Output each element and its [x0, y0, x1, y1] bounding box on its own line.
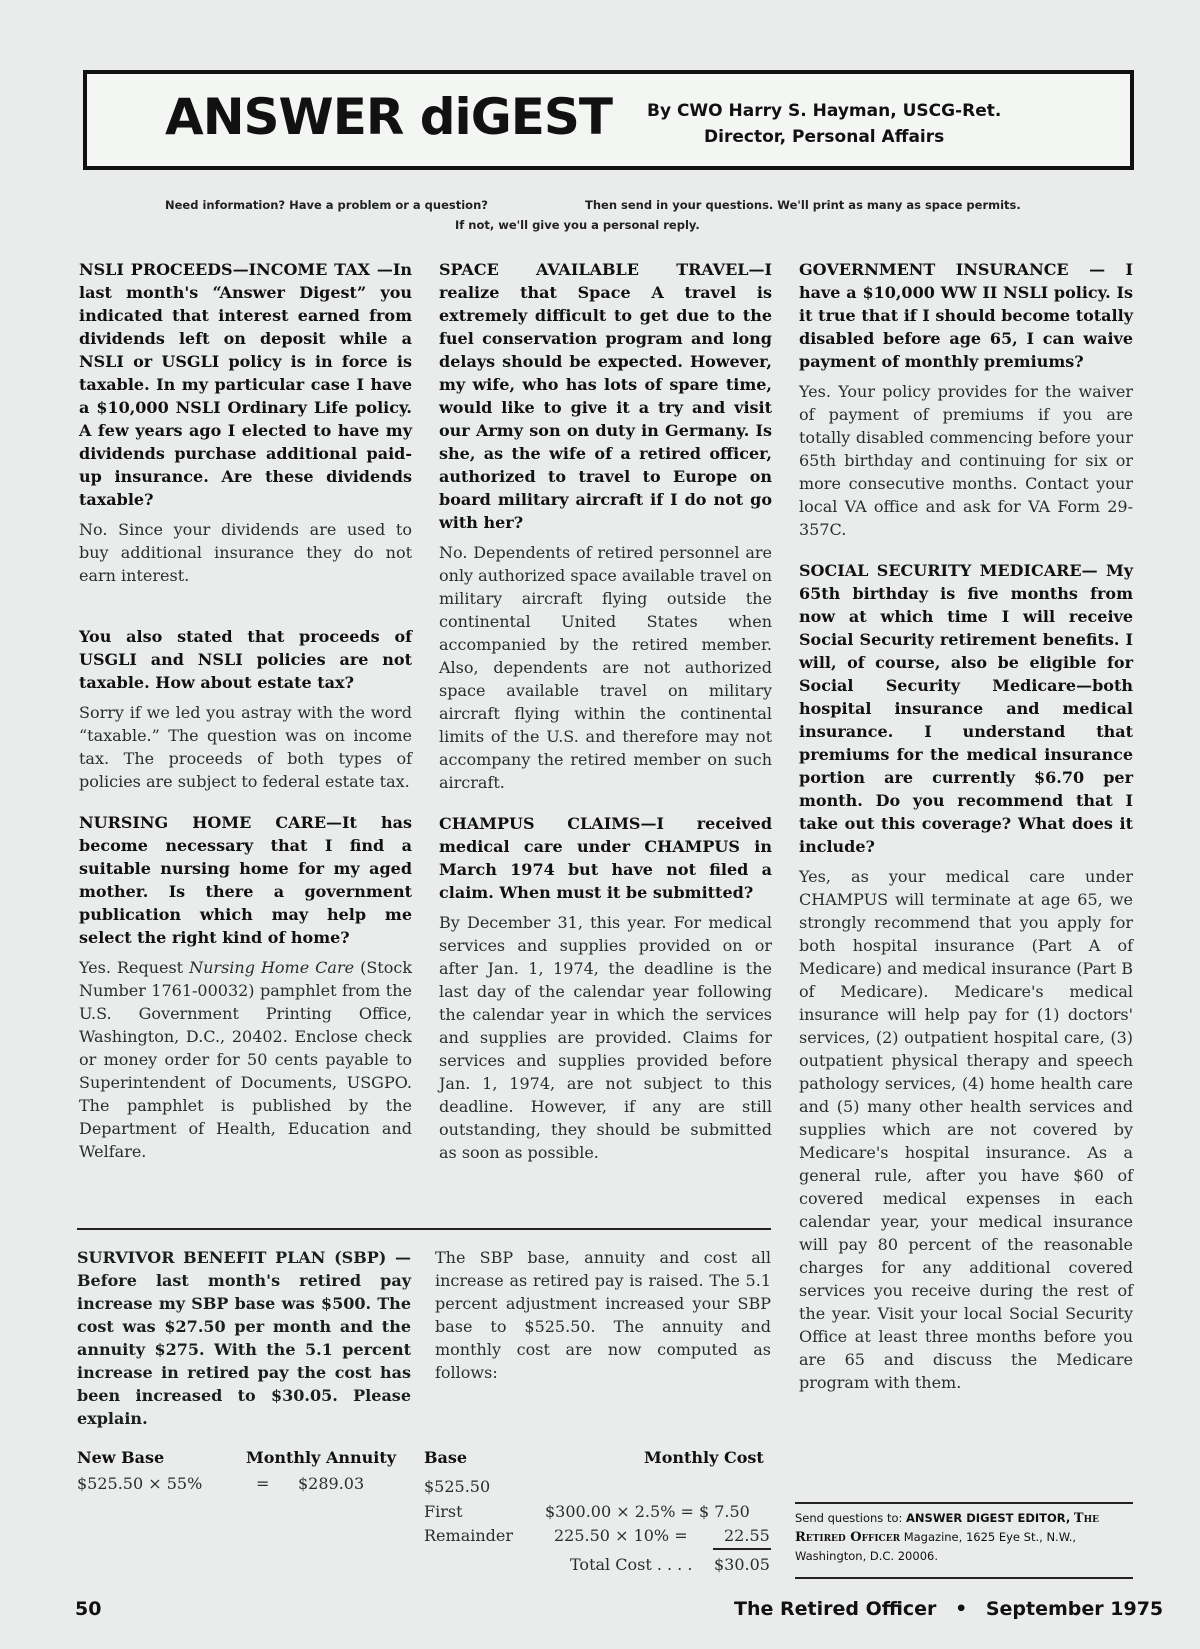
annuity-value: $289.03: [298, 1474, 365, 1493]
question-nsli-proceeds: NSLI PROCEEDS—INCOME TAX —In last month's “Answer Digest” you indicated that interest earned from dividends left on deposit while a NSLI or USGLI policy is in force is taxable. In my particular case I have a $10,000 NSLI Ordinary Life policy. A few years ago I elected to have my dividends purchase additional paid-up insurance. Are these dividends taxable?: [79, 260, 412, 509]
prompt-line-1b: Then send in your questions. We'll print as many as space permits.: [585, 198, 1021, 212]
first-label: First: [424, 1502, 463, 1521]
col-header: New Base: [77, 1448, 165, 1467]
question-sbp: SURVIVOR BENEFIT PLAN (SBP) —Before last month's retired pay increase my SBP base was $500. The cost was $27.50 per month and the annuity $275. With the 5.1 percent increase in retired pay the cost has been increased to $30.05. Please explain.: [77, 1248, 411, 1428]
prompt-line-2: If not, we'll give you a personal reply.: [455, 218, 700, 232]
answer-nursing-home: [79, 956, 412, 1163]
pamphlet-title: Nursing Home Care: [189, 958, 355, 977]
editor-name: ANSWER DIGEST EDITOR,: [906, 1511, 1071, 1525]
column-3: [799, 258, 1133, 1394]
page-number: 50: [75, 1598, 102, 1620]
magazine-name: The Retired Officer: [795, 1511, 1099, 1545]
send-questions-notice: [795, 1509, 1133, 1566]
annuity-equals: =: [256, 1474, 270, 1493]
issue-date: September 1975: [985, 1598, 1164, 1620]
base-value: $525.50: [424, 1477, 491, 1496]
answer-estate-tax: Sorry if we led you astray with the word “taxable.” The question was on income tax. The proceeds of both types of policies are subject to federal estate tax.: [79, 703, 412, 791]
editor-address: Magazine, 1625 Eye St., N.W., Washington, D.C. 20006.: [795, 1530, 1077, 1563]
answer-government-insurance: Yes. Your policy provides for the waiver of payment of premiums if you are totally disabled commencing before your 65th birthday and continuing for six or more consecutive months. Contact your local VA office and ask for VA Form 29-357C.: [799, 382, 1133, 539]
question-medicare: SOCIAL SECURITY MEDICARE— My 65th birthday is five months from now at which time I will receive Social Security retirement benefits. I will, of course, also be eligible for Social Security Medicare—both hospital insurance and medical insurance. I understand that premiums for the medical insurance portion are currently $6.70 per month. Do you recommend that I take out this coverage? What does it include?: [799, 561, 1133, 856]
col-header: Base: [424, 1448, 468, 1467]
answer-nsli-proceeds: No. Since your dividends are used to buy additional insurance they do not earn interest.: [79, 520, 412, 585]
answer-champus-claims: By December 31, this year. For medical services and supplies provided on or after Jan. 1, 1974, the deadline is the last day of the calendar year following the calendar year in which the services and supplies are provided. Claims for services and supplies provided before Jan. 1, 1974, are not subject to this deadline. However, if any are still outstanding, they should be submitted as soon as possible.: [439, 913, 772, 1162]
question-champus-claims: CHAMPUS CLAIMS—I received medical care under CHAMPUS in March 1974 but have not filed a claim. When must it be submitted?: [439, 814, 772, 902]
question-government-insurance: GOVERNMENT INSURANCE — I have a $10,000 WW II NSLI policy. Is it true that if I should become totally disabled before age 65, I can waive payment of monthly premiums?: [799, 260, 1133, 371]
send-lead: Send questions to:: [795, 1511, 907, 1525]
col-header: Monthly Cost: [644, 1448, 764, 1467]
answer-sbp: The SBP base, annuity and cost all increase as retired pay is raised. The 5.1 percent adjustment increased your SBP base to $525.50. The annuity and monthly cost are now computed as follows:: [435, 1248, 771, 1382]
prompt-line-1a: Need information? Have a problem or a question?: [165, 198, 488, 212]
author-line: By CWO Harry S. Hayman, USCG-Ret.: [647, 101, 1002, 121]
answer-space-available: No. Dependents of retired personnel are only authorized space available travel on military aircraft flying outside the continental United States when accompanied by the retired member. Also, dependents are not authorized space available travel on military aircraft flying within the continental limits of the U.S. and therefore may not accompany the retired member on such aircraft.: [439, 543, 772, 792]
remainder-calc: 225.50 × 10% =: [554, 1526, 688, 1545]
column-2: [439, 258, 772, 1164]
footer-publication: [734, 1598, 1163, 1620]
title-line: Director, Personal Affairs: [704, 127, 945, 147]
header-box: [83, 70, 1134, 170]
byline: [647, 98, 1001, 150]
footer-bullet: •: [955, 1598, 968, 1620]
total-label: Total Cost . . . .: [570, 1555, 693, 1574]
answer-medicare: Yes, as your medical care under CHAMPUS will terminate at age 65, we strongly recommend that you apply for both hospital insurance (Part A of Medicare) and medical insurance (Part B of Medicare). Medicare's medical insurance will help pay for (1) doctors' services, (2) outpatient hospital care, (3) outpatient physical therapy and speech pathology services, (4) home health care and (5) many other health services and supplies which are not covered by Medicare's hospital insurance. As a general rule, after you have $60 of covered medical expenses in each calendar year, your medical insurance will pay 80 percent of the reasonable charges for any additional covered services you receive during the rest of the year. Visit your local Social Security Office at least three months before you are 65 and discuss the Medicare program with them.: [799, 867, 1133, 1392]
table-header-monthly-cost: [644, 1446, 764, 1469]
sum-underline: [713, 1548, 771, 1550]
spacer: [79, 587, 412, 625]
col-header: Monthly Annuity: [246, 1448, 397, 1467]
first-calc: $300.00 × 2.5% = $ 7.50: [545, 1502, 750, 1521]
total-value: $30.05: [714, 1555, 770, 1574]
table-header-monthly-annuity: [246, 1446, 396, 1469]
publication-name: The Retired Officer: [734, 1598, 937, 1620]
table-header-new-base: [77, 1446, 164, 1469]
remainder-label: Remainder: [424, 1526, 514, 1545]
answer-digest-logo: ANSWER diGEST: [165, 88, 613, 146]
question-space-available: SPACE AVAILABLE TRAVEL—I realize that Space A travel is extremely difficult to get due to the fuel conservation program and long delays should be expected. However, my wife, who has lots of spare time, would like to give it a try and visit our Army son on duty in Germany. Is she, as the wife of a retired officer, authorized to travel to Europe on board military aircraft if I do not go with her?: [439, 260, 772, 532]
send-top-rule: [795, 1502, 1133, 1504]
spacer: [79, 793, 412, 811]
question-estate-tax: You also stated that proceeds of USGLI and NSLI policies are not taxable. How about estate tax?: [79, 627, 412, 692]
annuity-calc: $525.50 × 55%: [77, 1474, 203, 1493]
section-divider: [77, 1228, 771, 1230]
answer-text: (Stock Number 1761-00032) pamphlet from the U.S. Government Printing Office, Washington, D.C., 20402. Enclose check or money order for 50 cents payable to Superintendent of Documents, USGPO. The pamphlet is published by the Department of Health, Education and Welfare.: [79, 958, 413, 1161]
table-header-base: [424, 1446, 467, 1469]
question-nursing-home: NURSING HOME CARE—It has become necessary that I find a suitable nursing home for my aged mother. Is there a government publication which may help me select the right kind of home?: [79, 813, 412, 947]
answer-text: Yes. Request: [79, 958, 190, 977]
remainder-value: 22.55: [724, 1526, 770, 1545]
spacer: [799, 541, 1133, 559]
column-1: [79, 258, 412, 1163]
send-bottom-rule: [795, 1577, 1133, 1579]
spacer: [439, 794, 772, 812]
